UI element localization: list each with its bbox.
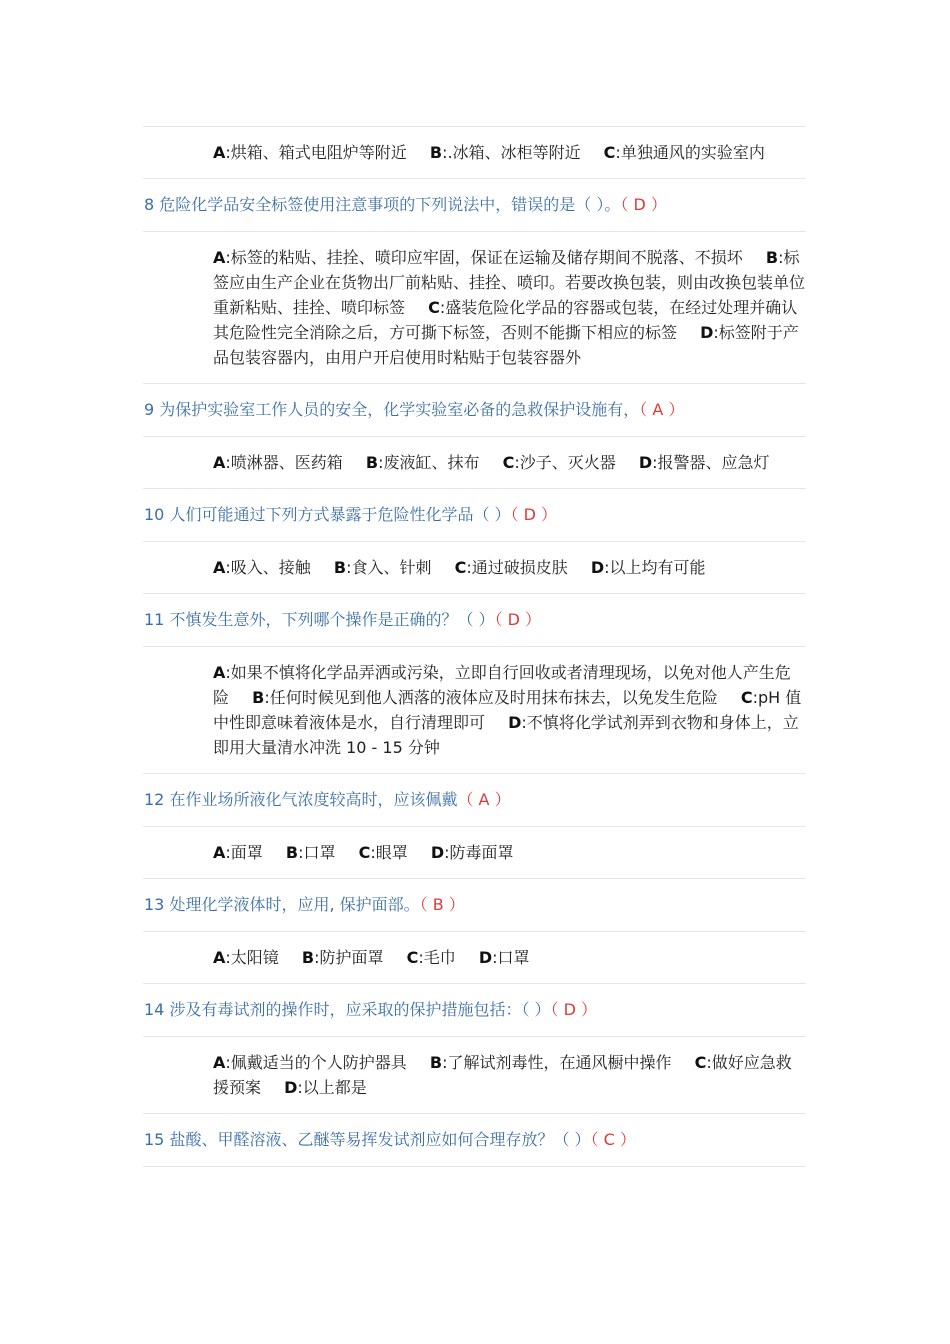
option-b: B:.冰箱、冰柜等附近	[429, 143, 581, 162]
options-row-q11	[143, 646, 806, 773]
answer-key: （ A ）	[457, 790, 511, 809]
option-a: A:标签的粘贴、挂拴、喷印应牢固，保证在运输及储存期间不脱落、不损坏	[213, 248, 743, 267]
option-b: B:食入、针刺	[333, 558, 432, 577]
answer-key: （ A ）	[639, 400, 685, 419]
options-row-q10	[143, 541, 806, 593]
option-a: A:喷淋器、医药箱	[213, 453, 343, 472]
question-text: 11 不慎发生意外，下列哪个操作是正确的？（ ）	[144, 610, 495, 629]
option-a: A:如果不慎将化学品弄洒或污染，立即自行回收或者清理现场，以免对他人产生危险	[213, 663, 791, 707]
options-row-q9	[143, 436, 806, 488]
question-11	[143, 593, 806, 646]
question-text: 14 涉及有毒试剂的操作时，应采取的保护措施包括：（ ）	[144, 1000, 551, 1019]
option-c: C:盛装危险化学品的容器或包装，在经过处理并确认其危险性完全消除之后，方可撕下标签，否则不能撕下相应的标签	[213, 298, 798, 342]
options-row-q12	[143, 826, 806, 878]
option-b: B:了解试剂毒性，在通风橱中操作	[429, 1053, 672, 1072]
option-a: A:太阳镜	[213, 948, 279, 967]
option-c: C:通过破损皮肤	[454, 558, 568, 577]
option-a: A:佩戴适当的个人防护器具	[213, 1053, 407, 1072]
question-15	[143, 1113, 806, 1166]
option-b: B:废液缸、抹布	[365, 453, 480, 472]
option-d: D:口罩	[478, 948, 530, 967]
question-9	[143, 383, 806, 436]
options-row-q8	[143, 231, 806, 383]
option-c: C:做好应急救援预案	[213, 1053, 792, 1097]
answer-key: （ D ）	[550, 1000, 598, 1019]
option-d: D:以上均有可能	[590, 558, 706, 577]
answer-key: （ C ）	[590, 1130, 636, 1149]
question-10	[143, 488, 806, 541]
options-row-q14	[143, 1036, 806, 1113]
divider	[143, 1166, 806, 1167]
option-a: A:烘箱、箱式电阻炉等附近	[213, 143, 407, 162]
option-a: A:面罩	[213, 843, 263, 862]
options-row-q7	[143, 126, 806, 178]
option-b: B:标签应由生产企业在货物出厂前粘贴、挂拴、喷印。若要改换包装，则由改换包装单位重新粘贴、挂拴、喷印标签	[213, 248, 806, 317]
question-13	[143, 878, 806, 931]
option-d: D:不慎将化学试剂弄到衣物和身体上，立即用大量清水冲洗 10 - 15 分钟	[213, 713, 799, 757]
option-b: B:防护面罩	[301, 948, 384, 967]
answer-key: （ D ）	[494, 610, 542, 629]
question-text: 10 人们可能通过下列方式暴露于危险性化学品（ ）	[144, 505, 511, 524]
question-list	[143, 126, 806, 1167]
question-8	[143, 178, 806, 231]
option-d: D:标签附于产品包装容器内，由用户开启使用时粘贴于包装容器外	[213, 323, 799, 367]
option-c: C:毛巾	[406, 948, 456, 967]
question-text: 8 危险化学品安全标签使用注意事项的下列说法中，错误的是（ ）。	[144, 195, 621, 214]
answer-key: （ B ）	[419, 895, 465, 914]
option-c: C:眼罩	[358, 843, 408, 862]
option-c: C:沙子、灭火器	[502, 453, 616, 472]
option-d: D:防毒面罩	[430, 843, 514, 862]
answer-key: （ D ）	[510, 505, 558, 524]
option-d: D:报警器、应急灯	[638, 453, 770, 472]
question-text: 13 处理化学液体时，应用, 保护面部。	[144, 895, 420, 914]
option-b: B:口罩	[285, 843, 336, 862]
question-text: 12 在作业场所液化气浓度较高时，应该佩戴	[144, 790, 458, 809]
answer-key: （ D ）	[620, 195, 667, 214]
option-b: B:任何时候见到他人洒落的液体应及时用抹布抹去，以免发生危险	[252, 688, 718, 707]
option-a: A:吸入、接触	[213, 558, 311, 577]
options-row-q13	[143, 931, 806, 983]
option-d: D:以上都是	[284, 1078, 367, 1097]
option-c: C:pH 值中性即意味着液体是水，自行清理即可	[213, 688, 802, 732]
question-text: 9 为保护实验室工作人员的安全，化学实验室必备的急救保护设施有，	[144, 400, 640, 419]
option-c: C:单独通风的实验室内	[603, 143, 765, 162]
question-text: 15 盐酸、甲醛溶液、乙醚等易挥发试剂应如何合理存放？（ ）	[144, 1130, 591, 1149]
question-14	[143, 983, 806, 1036]
question-12	[143, 773, 806, 826]
